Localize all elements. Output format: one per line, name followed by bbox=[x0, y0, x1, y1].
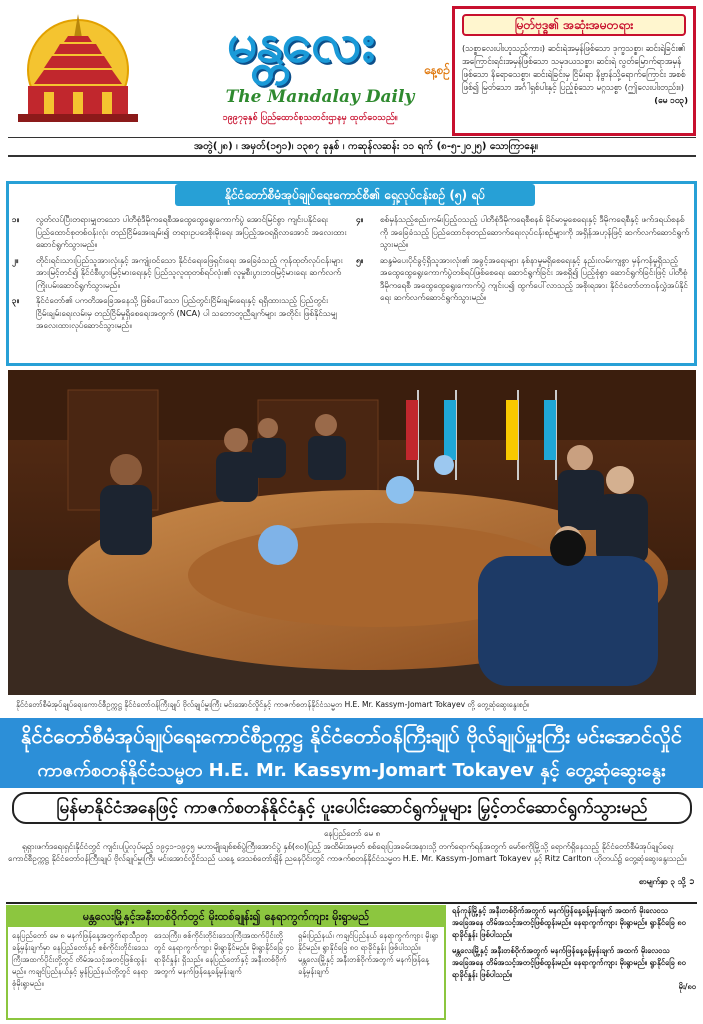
masthead-registration: ၁၉၉၇ခုနှစ် ပြည်ထောင်စုသတင်းဌာနမှ ထုတ်ဝေသည်။ bbox=[222, 113, 398, 123]
forecast-mandalay: မန္တလေးမြို့နှင့် အနီးတစ်ဝိုက်အတွက် မနက်ဖြန်နေ့ခန့်မှန်းချက် အထက် မိုးလေဝသ အခြေအနေ တိမ်အသင့်အတင့်ဖြစ်ထွန်းမည်။ နေရာကွက်ကျား မိုးရွာမည်။ ရွာနိုင်ခြေ ၈၀ ရာခိုင်နှုန်း ဖြစ်ပါသည်။ bbox=[452, 946, 686, 979]
weather-column-1: နေပြည်တော် မေ ၈ မနက်ဖြန်နေ့အတွက်ရာသီဥတုခန့်မှန်းချက်မှာ နေပြည်တော်နှင့် စစ်ကိုင်းတိုင်းဒေသကြီးအထက်ပိုင်းတို့တွင် တိမ်အသင့်အတင့်ဖြစ်ထွန်းမည်။ ကချင်ပြည်နယ်နှင့် မွန်ပြည်နယ်တို့တွင် နေရာစုံမိုးရွာမည်။ bbox=[12, 931, 149, 988]
item-text: နိုင်ငံတော်၏ ပကတိအခြေအနေသို့ ဖြစ်ပေါ်သော ပြည်တွင်းငြိမ်းချမ်းရေးနှင့် ရရှိထားသည့် ပြည်တွင်းငြိမ်းချမ်းရေးလမ်းမှ တည်ငြိမ်မှုရှိစေရေးအတွက် (NCA) ပါ သဘောတူညီချက်များ အတိုင်း ဖြစ်နိုင်သမျှ အလေးထားလုပ်ဆောင်သွားမည်။ bbox=[36, 295, 338, 330]
item-number: ၂။ bbox=[12, 254, 19, 265]
dhamma-ref: (မေ ၁၀၃) bbox=[654, 95, 688, 105]
weather-column-3: ရှမ်းပြည်နယ်၊ ကချင်ပြည်နယ် နေရာကွက်ကျား မိုးရွာနိုင်မည်။ ရွာနိုင်ခြေ ၈၀ ရာခိုင်နှုန်း ဖြစ်ပါသည်။ မန္တလေးမြို့နှင့် အနီးတစ်ဝိုက်အတွက် မနက်ဖြန်နေ့ခန့်မှန်းချက် bbox=[298, 931, 439, 976]
masthead-subtitle: နေ့စဉ် bbox=[423, 63, 450, 77]
council-objectives-right bbox=[356, 213, 690, 363]
council-item bbox=[12, 294, 348, 332]
item-text: စစ်မှန်သည့်စည်းကမ်းပြည့်ဝသည့် ပါတီစုံဒီမိုကရေစီစနစ် မိုင်မာမှုစေရေးနှင့် ဒီမိုကရေစီနှင့် ဖက်ဒရယ်စနစ်ကို အခြေခံသည့် ပြည်ထောင်စုတည်ဆောက်ရေးလုပ်ငန်းစဉ်များကို အရှိန်အဟုန်ဖြင့် ဆက်လက်ဆောင်ရွက်သွားမည်။ bbox=[380, 214, 690, 249]
photo-caption: နိုင်ငံတော်စီမံအုပ်ချုပ်ရေးကောင်စီဥက္ကဋ္ဌ နိုင်ငံတော်ဝန်ကြီးချုပ် ဗိုလ်ချုပ်မှူးကြီး မင်းအောင်လှိုင်နှင့် ကာဇက်စတန်နိုင်ငံသမ္မတ H.E. Mr. Kassym-Jomart Tokayev တို့ တွေ့ဆုံဆွေးနွေးစဉ်။ bbox=[16, 700, 530, 709]
council-objectives-left bbox=[12, 213, 348, 363]
issue-dateline: အတွဲ(၂၈) ၊ အမှတ်(၁၅၁)၊ ၁၃၈၇ ခုနှစ် ၊ ကဆုန်လဆန်း ၁၁ ရက် (၈-၅-၂၀၂၅) သောကြာနေ့။ bbox=[8, 137, 696, 157]
council-item bbox=[356, 254, 690, 304]
council-objectives-title: နိုင်ငံတော်စီမံအုပ်ချုပ်ရေးကောင်စီ၏ ရှေ့လုပ်ငန်းစဉ် (၅) ရပ် bbox=[175, 184, 535, 206]
council-item bbox=[12, 213, 348, 251]
forecast-yangon: ရန်ကုန်မြို့နှင့် အနီးတစ်ဝိုက်အတွက် မနက်ဖြန်နေ့ခန့်မှန်းချက် အထက် မိုးလေဝသ အခြေအနေ တိမ်အသင့်အတင့်ဖြစ်ထွန်းမည်။ နေရာကွက်ကျား မိုးရွာမည်။ ရွာနိုင်ခြေ ၈၀ ရာခိုင်နှုန်း ဖြစ်ပါသည်။ bbox=[452, 906, 686, 939]
dhamma-box-title: မြတ်ဗုဒ္ဓ၏ အဆုံးအမတရား bbox=[462, 14, 686, 36]
subheadline: မြန်မာနိုင်ငံအနေဖြင့် ကာဇက်စတန်နိုင်ငံနှင့် ပူးပေါင်းဆောင်ရွက်မှုများ မြှင့်တင်ဆောင်ရွက်သွားမည် bbox=[12, 792, 692, 824]
item-number: ၅။ bbox=[356, 254, 364, 265]
council-item bbox=[12, 254, 348, 292]
section-divider bbox=[6, 902, 697, 904]
headline-line-1: နိုင်ငံတော်စီမံအုပ်ချုပ်ရေးကောင်စီဥက္ကဋ္ဌ နိုင်ငံတော်ဝန်ကြီးချုပ် ဗိုလ်ချုပ်မှူးကြီး မင်းအောင်လှိုင် bbox=[0, 718, 703, 754]
item-text: တိုင်းရင်းသားပြည်သူအားလုံးနှင့် အကျုံးဝင်သော နိုင်ငံရေးဖြေရှင်းရေး အခြေခံသည့် ကုန်ထုတ်လုပ်ငန်းများအားမြင့်တင်၍ နိုင်ငံစီးပွားမြင့်မားရေးနှင့် ပြည်သူလူထုတစ်ရပ်လုံး၏ လူမှုစီးပွားဘဝမြင့်မားရေး ဆက်လက်ကြိုးပမ်းဆောင်ရွက်သွားမည်။ bbox=[36, 254, 343, 290]
newspaper-logo bbox=[8, 8, 148, 126]
item-number: ၄။ bbox=[356, 214, 364, 224]
story-body: ရုရှားဖက်ဒရေးရှင်းနိုင်ငံတွင် ကျင်းပပြုလုပ်မည့် ၁၉၄၁-၁၉၄၅ မဟာမျိုးချစ်စစ်ပွဲကြီးအောင်ပွဲ နှစ်(၈၀)ပြည့် အထိမ်းအမှတ် စစ်ရေးပြအခမ်းအနားသို့ တက်ရောက်ရန်အတွက် မော်စကိုမြို့သို့ ရောက်ရှိနေသည့် နိုင်ငံတော်စီမံအုပ်ချုပ်ရေးကောင်စီဥက္ကဋ္ဌ နိုင်ငံတော်ဝန်ကြီးချုပ် ဗိုလ်ချုပ်မှူးကြီး မင်းအောင်လှိုင်သည် ယနေ့ ဒေသစံတော်ချိန် ညနေပိုင်းတွင် ကာဇက်စတန်နိုင်ငံသမ္မတ H.E. Mr. Kassym-Jomart Tokayev နှင့် Ritz Carlton ဟိုတယ်၌ တွေ့ဆုံဆွေးနွေးသည်။ bbox=[8, 842, 687, 863]
item-text: ဆန္ဒမဲပေးပိုင်ခွင့်ရှိသူအားလုံး၏ အခွင့်အရေးများ နစ်နာမှုမရှိစေရေးနှင့် နည်းလမ်းကျစွာ မှန်ကန်မှုရှိသည့် အထွေထွေရွေးကောက်ပွဲတစ်ရပ်ဖြစ်စေရေး ဆောင်ရွက်ခြင်း အစရှိ၍ ပြည့်စုံစွာ ဆောင်ရွက်ခြင်းဖြင့် ပါတီစုံဒီမိုကရေစီ အထွေထွေရွေးကောက်ပွဲ ကျင်းပ၍ ထွက်ပေါ်လာသည့် အစိုးရအား နိုင်ငံတော်တာဝန်လွှဲအပ်နိုင်ရေး ဆက်လက်ဆောင်ရွက်သွားမည်။ bbox=[380, 254, 688, 302]
story-dateline: နေပြည်တော် မေ ၈ bbox=[323, 829, 381, 838]
dhamma-box-text bbox=[462, 42, 688, 132]
council-item bbox=[356, 213, 690, 251]
continued-link[interactable]: စာမျက်နှာ ၃ သို့ ➲ bbox=[638, 877, 695, 886]
item-number: ၃။ bbox=[12, 295, 20, 305]
headline-line-2: ကာဇက်စတန်နိုင်ငံသမ္မတ H.E. Mr. Kassym-Jomart Tokayev နှင့် တွေ့ဆုံဆွေးနွေး bbox=[0, 754, 703, 788]
weather-column-2: ဒေသကြီး၊ စစ်ကိုင်းတိုင်းဒေသကြီးအထက်ပိုင်းတို့တွင် နေရာကွက်ကျား မိုးရွာနိုင်မည်။ မိုးရွာနိုင်ခြေ ၄၀ ရာခိုင်နှုန်း ရှိသည်။ နေပြည်တော်နှင့် အနီးတစ်ဝိုက်အတွက် မနက်ဖြန်နေ့ခန့်မှန်းချက် bbox=[154, 931, 294, 976]
meeting-photo bbox=[8, 370, 696, 695]
masthead-title: မန္တလေး bbox=[226, 10, 374, 74]
item-number: ၁။ bbox=[12, 214, 20, 224]
item-text: လွတ်လပ်ပြီးတရားမျှတသော ပါတီစုံဒီမိုကရေစီအထွေထွေရွေးကောက်ပွဲ အောင်မြင်စွာ ကျင်းပနိုင်ရေး ပြည်ထောင်စုတစ်ဝန်းလုံး တည်ငြိမ်အေးချမ်း၍ တရားဥပဒေစိုးမိုးရေး အပြည့်အဝရရှိလာအောင် အလေးထားဆောင်ရွက်သွားမည်။ bbox=[36, 214, 347, 249]
dhamma-text: (သစ္စာလေးပါးဟူသည့်ကား) ဆင်းရဲအမှန်ဖြစ်သော ဒုက္ခသစ္စာ၊ ဆင်းရဲခြင်း၏ အကြောင်းရင်းအမှန်ဖြစ်သော သမုဒယသစ္စာ၊ ဆင်းရဲ လွတ်မြောက်ရာအမှန်ဖြစ်သော နိရောဓသစ္စာ၊ ဆင်းရဲခြင်းမှ ငြိမ်းရာ နိဗ္ဗာန်သို့ရောက်ကြောင်း အစစ်ဖြစ်၍ မြတ်သော အင်္ဂါရှစ်ပါးနှင့် ပြည့်စုံသော မဂ္ဂသစ္စာ (ဤလေးပါးတည်း။) bbox=[462, 43, 686, 92]
masthead-english-name: The Mandalay Daily bbox=[225, 87, 415, 107]
weather-forecast-right bbox=[452, 905, 696, 1020]
weather-title: မန္တလေးမြို့နှင့်အနီးတစ်ဝိုက်တွင် မိုးထစ်ချုန်း၍ နေရာကွက်ကျား မိုးရွာမည် bbox=[8, 907, 444, 927]
forecast-ref: မိုး/၈၀ bbox=[678, 982, 696, 991]
